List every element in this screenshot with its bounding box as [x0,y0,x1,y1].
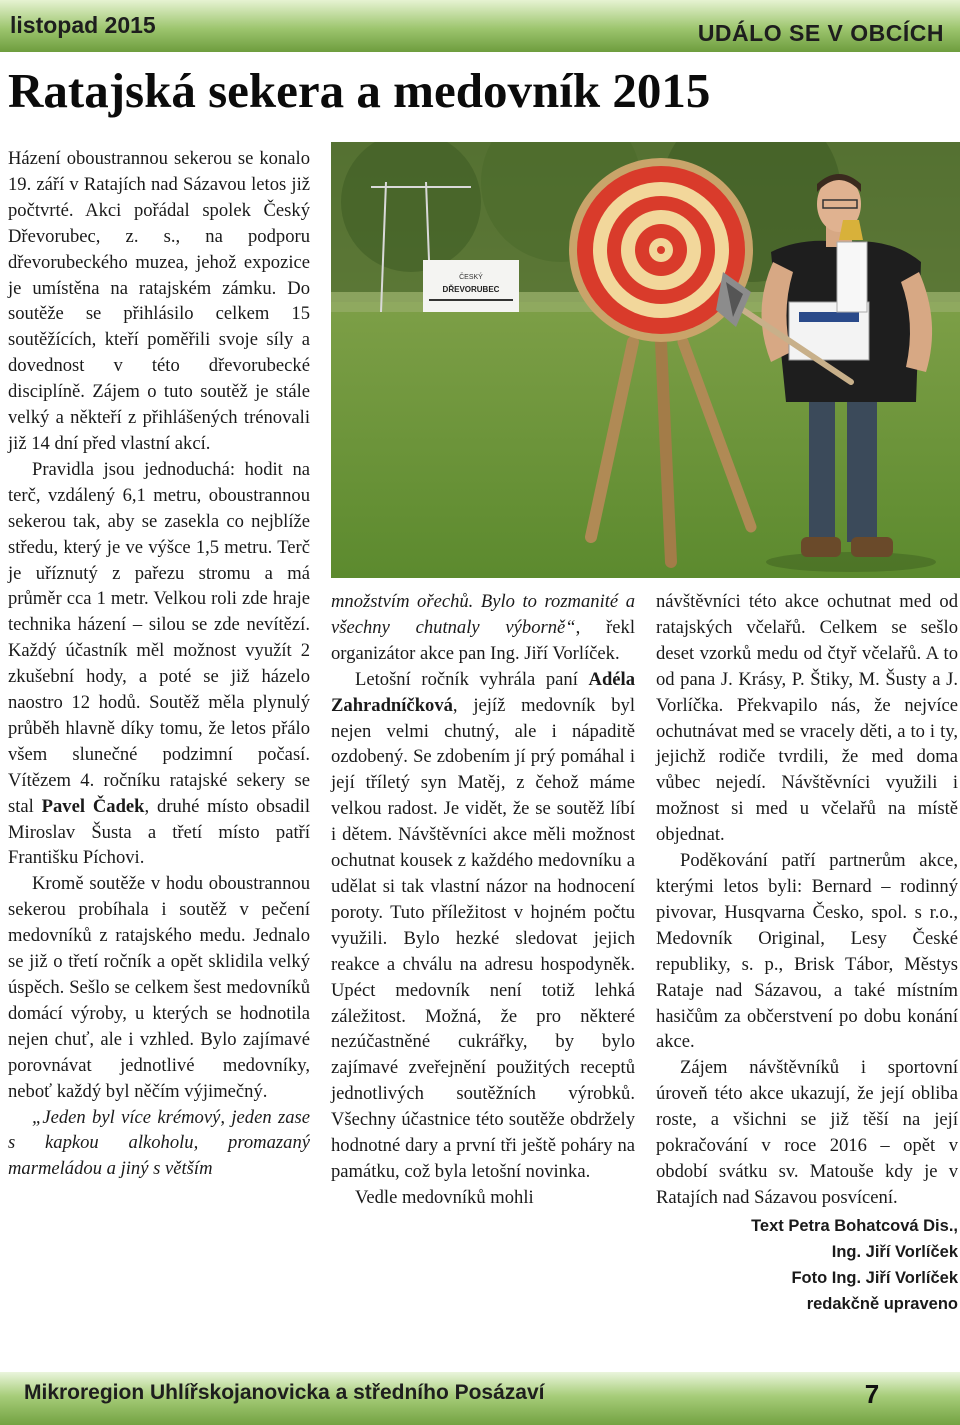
paragraph: Zájem návštěvníků i sportovní úroveň této akce ukazují, že její obliba roste, a všichni se již těší na její pokračování v roce 2016 – opět v období svátku sv. Matouše kdy je v Ratajích nad Sázavou posvícení. [656,1057,958,1208]
section-label: UDÁLO SE V OBCÍCH [697,20,944,46]
text-run: Pravidla jsou jednoduchá: hodit na terč, vzdálený 6,1 metru, oboustrannou sekerou tak, aby se zasekla co nejblíže středu, který je ve výšce 1,5 metru. Terč je uříznutý z pařezu stromu a má průměr cca 1 metr. Velkou roli zde hraje technika házení – silou se zde nevítězí. Každý účastník měl možnost využít 2 zkušební hody, a poté se již házelo naostro 12 hodů. Soutěž měla plynulý průběh hlavně díky tomu, že letos přálo všem slunečné podzimní počasí. Vítězem 4. ročníku ratajské sekery se stal [8,458,310,817]
paragraph [331,667,635,1185]
paragraph: návštěvníci této akce ochutnat med od ratajských včelařů. Celkem se sešlo deset vzorků medu od čtyř včelařů. A to od pana J. Krásy, P. Štiky, M. Šusty a J. Vorlíčka. Překvapilo nás, že nejvíce ochutnávat med se vracely děti, a to i ty, jejichž rodiče tvrdili, že med doma vůbec nejedí. Návštěvníci využili i možnost si med u včelařů na místě objednat. [656,591,958,846]
paragraph: Vedle medovníků mohli [355,1186,534,1208]
winner-name: Adéla Zahradníčková [331,668,635,716]
paragraph [331,589,635,667]
credit-line: redakčně upraveno [806,1294,958,1313]
paragraph: Házení oboustrannou sekerou se konalo 19. září v Ratajích nad Sázavou letos již počtvrté. Akci pořádal spolek Český Dřevorubec, z. s., na podporu dřevorubeckého muzea, jehož expozice je umístěna na ratajském zámku. Do soutěže se přihlásilo celkem 15 soutěžících, kteří poměřili svoje síly a dovednost v této dřevorubecké disciplíně. Zájem o tuto soutěž je stále velký a někteří z přihlášených trénovali již 14 dní před vlastní akcí. [8,148,310,454]
text-run: , druhé místo obsadil Miroslav Šusta a třetí místo patří Františku Píchovi. [8,795,310,869]
page-number: 7 [864,1379,880,1409]
text-run: , řekl organizátor akce pan Ing. Jiří Vorlíček. [331,616,635,664]
banner-text: DŘEVORUBEC [442,285,500,294]
paragraph: Poděkování patří partnerům akce, kterými letos byli: Bernard – rodinný pivovar, Husqvarna Česko, spol. s r.o., Medovník Original, Lesy České republiky, s. p., Brisk Tábor, Městys Rataje nad Sázavou, a také místním hasičům za občerstvení po dobu konání akce. [656,850,958,1053]
paragraph [8,457,310,872]
article-column-1 [8,146,310,1182]
author-credits [656,1213,958,1317]
footer-title: Mikroregion Uhlířskojanovicka a středního Posázaví [24,1381,545,1404]
banner-text: ČESKÝ [459,274,483,281]
event-photo [331,142,960,578]
issue-date: listopad 2015 [10,12,156,38]
credit-line: Ing. Jiří Vorlíček [831,1242,958,1261]
article-headline: Ratajská sekera a medovník 2015 [8,63,711,118]
paragraph: Kromě soutěže v hodu oboustrannou sekerou probíhala i soutěž v pečení medovníků z ratajského medu. Jednalo se již o třetí ročník a opět sklidila velký úspěch. Sešlo se celkem šest medovníků domácí výroby, u kterých se hodnotila nejen chuť, ale i vzhled. Bylo zajímavé porovnávat jednotlivé medovníky, neboť každý byl něčím výjimečný. [8,873,310,1102]
credit-line: Foto Ing. Jiří Vorlíček [791,1268,958,1287]
text-run: , jejíž medovník byl nejen velmi chutný, ale i nápaditě ozdobený. Se zdobením jí prý pomáhal i její tříletý syn Matěj, z čehož máme velkou radost. Je vidět, že se soutěž líbí i dětem. Návštěvníci akce měli možnost ochutnat kousek z každého medovníku a udělat si tak vlastní názor na hodnocení poroty. Tuto příležitost v hojném počtu využili. Bylo hezké sledovat jejich reakce a chválu na adresu hospodyněk. Upéct medovník není totiž lehká záležitost. Možná, že pro některé nezúčastněné cukrářky, by bylo zajímavé zveřejnění použitých receptů jednotlivých soutěžních výrobků. Všechny účastnice této soutěže obdržely hodnotné dary a první tři ještě poháry na památku, což byla letošní novinka. [331,694,635,1182]
article-column-2 [331,589,635,1211]
article-column-3 [656,589,958,1317]
winner-name: Pavel Čadek [41,795,145,817]
photo-illustration [331,142,960,578]
text-run: Letošní ročník vyhrála paní [355,668,589,690]
quote-paragraph: „Jeden byl více krémový, jeden zase s kapkou alkoholu, promazaný marmeládou a jiný s větším [8,1106,310,1180]
credit-line: Text Petra Bohatcová Dis., [751,1216,958,1235]
quote-text: množstvím ořechů. Bylo to rozmanité a všechny chutnaly výborně“ [331,591,635,638]
